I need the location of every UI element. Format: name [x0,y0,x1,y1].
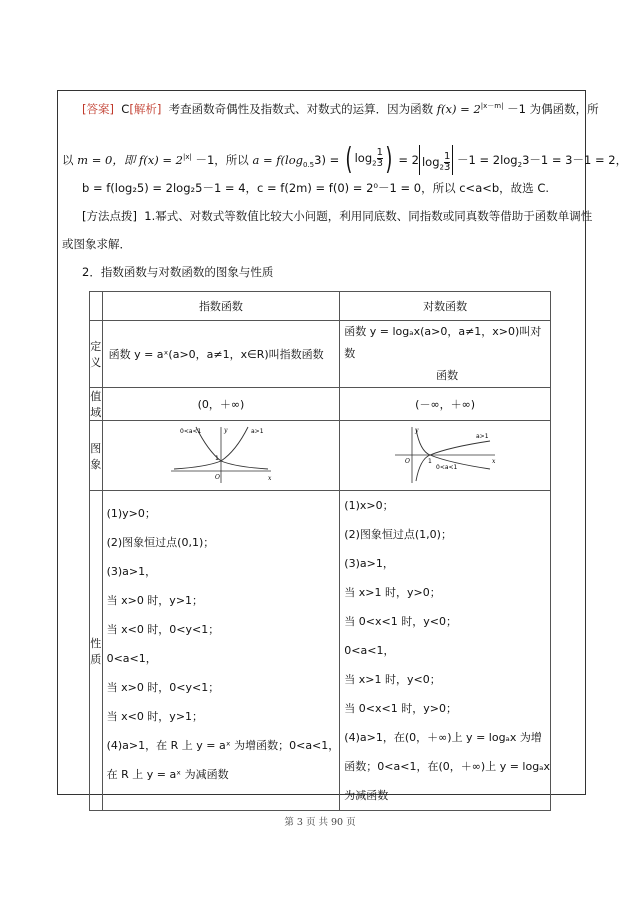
exp-prop-item: (4)a>1，在 R 上 y = aˣ 为增函数；0<a<1， [106,739,340,752]
abs-log: $\log_2$ $\frac{1}{3}$ [419,145,453,175]
frac-den: 3 [376,157,383,169]
method-text-2: 或图象求解． [62,237,131,251]
log-range: (－∞，＋∞) [340,388,551,421]
exp-label-y: y [223,427,228,434]
exp-prop-item: 0<a<1， [106,652,157,665]
log-prop-item: (2)图象恒过点(1,0)； [344,528,452,541]
exp-label-left: 0<a<1 [179,428,202,435]
exp-range: (0，＋∞) [102,388,340,421]
log-definition-2: 函数 [436,369,459,382]
eq-tail-sub: 2 [517,161,523,170]
exp-prop-item: 在 R 上 y = aˣ 为减函数 [106,768,229,781]
log-label-lower: 0<a<1 [436,464,458,471]
frac-num: 1 [376,146,383,158]
right-paren: ) [385,142,393,178]
log-label-o: O [405,458,411,465]
log-prop-item: 当 0<x<1 时，y<0； [344,615,457,628]
eq-two: = 2 [398,152,419,167]
log-properties [340,491,551,811]
section-title [82,264,273,280]
exp-prop-item: (1)y>0； [106,507,156,520]
exp-label-x: x [267,475,272,482]
log-prop-item: 当 x>1 时，y>0； [344,586,441,599]
method-line-1 [82,208,592,224]
label-graph: 图象 [90,421,103,491]
log-sub: 2 [372,158,377,167]
table-header-row [90,292,551,321]
text-yi: 以 [62,152,74,167]
header-exp: 指数函数 [102,292,340,321]
log-prop-item: 为减函数 [344,789,389,802]
exp-prop-item: (2)图象恒过点(0,1)； [106,536,215,549]
text-suoyi: －1，所以 [195,152,249,167]
b-c-compare: b = f(log₂5) = 2log₂5－1 = 4，c = f(2m) = f(0) = 2⁰－1 = 0，所以 c<a<b，故选 C. [82,181,550,195]
a-eq-close: 3) = [314,152,340,167]
left-paren: ( [345,142,353,178]
f-x-exponent: |x| [182,153,192,161]
method-tag: [方法点拨] [82,209,137,223]
label-properties: 性质 [90,491,103,811]
page-footer: 第 3 页 共 90 页 [284,817,356,828]
log-label-y: y [415,427,419,434]
log-label-upper: a>1 [476,433,489,440]
log-definition [340,321,551,388]
header-empty [90,292,103,321]
exp-prop-item: 当 x>0 时，0<y<1； [106,681,220,694]
row-range [90,388,551,421]
label-range: 值域 [90,388,103,421]
answer-tag: [答案] [82,101,114,116]
analysis-text-1-end: －1 为偶函数，所 [507,101,599,116]
header-log: 对数函数 [340,292,551,321]
label-definition: 定义 [90,321,103,388]
log-label-one: 1 [428,458,432,465]
even-function-exponent: |x－m| [480,102,504,110]
log-prop-item: 当 0<x<1 时，y>0； [344,702,457,715]
a-eq: a = f(log [252,152,303,167]
log-prop-item: 函数；0<a<1，在(0，＋∞)上 y = logₐx [344,760,550,773]
answer-choice: C [121,101,130,116]
log-graph-cell [340,421,551,491]
exp-properties [102,491,340,811]
answer-line-2 [62,140,627,182]
frac-1 [377,148,383,169]
log-prop-item: (4)a>1，在(0，＋∞)上 y = logₐx 为增 [344,731,542,744]
answer-line-3 [82,180,549,196]
exp-definition: 函数 y = aˣ(a>0，a≠1，x∈R)叫指数函数 [102,321,340,388]
log-expr-1 [355,141,383,180]
even-function: f(x) = 2 [436,101,481,116]
exp-prop-item: 当 x>0 时，y>1； [106,594,204,607]
exp-label-one: 1 [214,455,219,462]
log-base-half: 0.5 [302,161,315,170]
log-label-x: x [492,458,496,465]
section-title-text: 2．指数函数与对数函数的图象与性质 [82,265,274,279]
exp-graph [166,423,276,485]
function-table [89,291,551,811]
row-properties [90,491,551,811]
row-definition [90,321,551,388]
method-line-2 [62,236,131,252]
answer-line-1 [82,98,599,117]
log-prop-item: (1)x>0； [344,499,394,512]
log-word: log [354,150,373,165]
exp-prop-item: 当 x<0 时，0<y<1； [106,623,220,636]
log-definition-1: 函数 y = logₐx(a>0，a≠1，x>0)叫对数 [344,325,542,360]
eq-tail: －1 = 2log [457,152,518,167]
exp-label-right: a>1 [250,428,264,435]
log-prop-item: 0<a<1， [344,644,395,657]
row-graph [90,421,551,491]
eq-tail-2: 3－1 = 3－1 = 2， [522,152,628,167]
exp-label-o: O [214,474,220,481]
exp-prop-item: (3)a>1， [106,565,157,578]
m-value: m = 0，即 [77,152,136,167]
log-prop-item: (3)a>1， [344,557,394,570]
log-graph [390,423,500,485]
analysis-tag: [解析] [129,101,162,116]
log-prop-item: 当 x>1 时，y<0； [344,673,441,686]
f-x-def: f(x) = 2 [138,152,183,167]
analysis-text-1: 考查函数奇偶性及指数式、对数式的运算．因为函数 [168,101,434,116]
exp-prop-item: 当 x<0 时，y>1； [106,710,204,723]
method-text-1: 1.幂式、对数式等数值比较大小问题，利用同底数、同指数或同真数等借助于函数单调性 [144,209,593,223]
exp-graph-cell [102,421,340,491]
